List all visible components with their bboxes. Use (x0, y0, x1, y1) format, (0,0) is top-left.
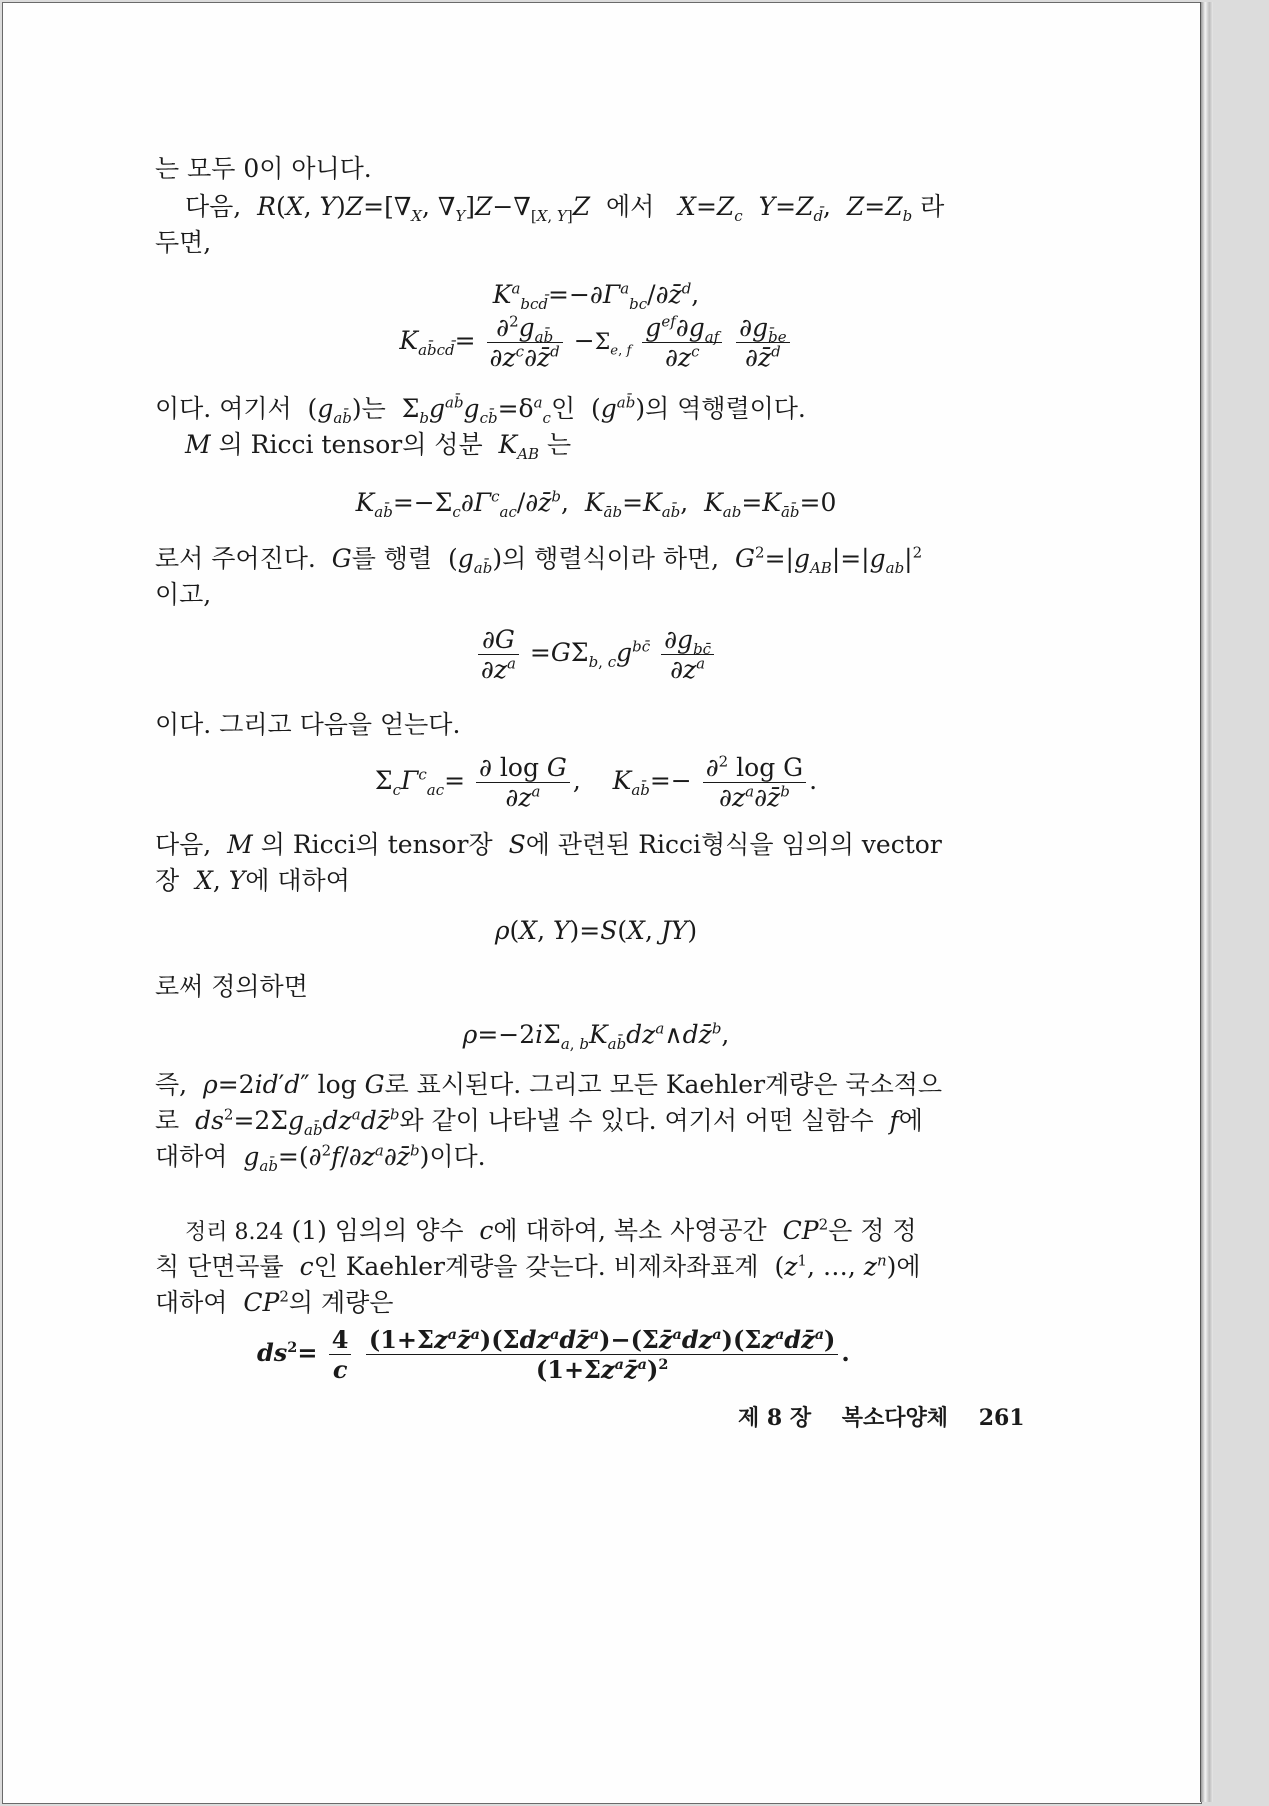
math-inline: G (331, 544, 352, 573)
text-line: 는 모두 0이 아니다. (155, 154, 372, 183)
text-line: 이다. 여기서 $(g_{ab̄})$는 $\Sigma_bg^{ab̄}g_{cb̄}=\delta^a_c$인 $(g^{ab̄})$의 역행렬이다. (155, 393, 806, 427)
math-inline: $CP^2$ (243, 1287, 289, 1317)
math-inline: $ds^2=2\Sigma g_{ab̄}dz^adz̄^b$ (195, 1105, 400, 1139)
math-inline: $(g^{ab̄})$ (583, 393, 646, 423)
text-line: 다음, R(X, $Y)Z=[\nabla_X$, $\nabla_Y]Z-\nabla_{[X, Y]}Z$ 에서 $X=Z_c$ $Y=Z_{d̄}$, $Z=Z_b$ 라 (185, 192, 945, 225)
text-line: 로서 주어진다. G를 행렬 $(g_{ab̄})$의 행렬식이라 하면, $G^2=|g_{AB}|=|g_{ab}|^2$ (155, 543, 923, 577)
text-line: 대하여 $CP^2$의 계량은 (155, 1287, 394, 1317)
equation-8: $ds^2=$ $\frac{4}{c}$ $\frac{(1+\Sigma z^az̄^a)(\Sigma dz^adz̄^a)-(\Sigma z̄^adz^a)(\Sigma z^adz̄^a)}{(1+\Sigma z^az̄^a)^2}$ . (257, 1325, 850, 1384)
text-line: 장 X, Y에 대하여 (155, 866, 350, 895)
math-inline: $\Sigma_bg^{ab̄}g_{cb̄}=\delta^a_c$ (393, 393, 551, 427)
equation-4: $\frac{\partial G}{\partial z^a}$ $=G\Sigma_{b, c}g^{bc̄}$ $\frac{\partial g_{bc̄}}{\partial z^a}$ (161, 625, 1031, 684)
math-inline: ρ=2id′d″ log G (203, 1070, 385, 1099)
math-inline: $G^2=|g_{AB}|=|g_{ab}|^2$ (735, 543, 923, 577)
equation-6: ρ(X, Y)=S(X, JY) (494, 916, 698, 945)
math-inline: S (508, 830, 526, 859)
page-number: 261 (978, 1405, 1025, 1431)
text-line: 로 $ds^2=2\Sigma g_{ab̄}dz^adz̄^b$와 같이 나타낼 수 있다. 여기서 어떤 실함수 f에 (155, 1105, 923, 1139)
math-inline: $(g_{ab̄})$ (299, 394, 362, 427)
text-line: 다음, M 의 Ricci의 tensor장 S에 관련된 Ricci형식을 임의의 vector (155, 830, 942, 859)
equation-2: $K_{ab̄cd̄}=$ $\frac{\partial^2g_{ab̄}}{\partial z^c\partial z̄^d}$ $-\Sigma_{e, f}$ $\frac{g^{ef}\partial g_{af}}{\partial z^c}$ $\frac{\partial g_{b̄e}}{\partial z̄^d}$ (161, 313, 1031, 372)
text-line: 두면, (155, 228, 212, 257)
text-line: 대하여 $g_{ab̄}=(\partial^2f/\partial z^a\partial z̄^b)$이다. (155, 1141, 486, 1175)
math-inline: c (299, 1252, 314, 1281)
math-inline: X, Y (195, 866, 246, 895)
theorem-line: 정리 8.24 (1) 임의의 양수 c에 대하여, 복소 사영공간 $CP^2$은 정 정 (185, 1215, 917, 1245)
text-line: 이고, (155, 580, 212, 609)
theorem-label: 정리 8.24 (185, 1220, 284, 1245)
math-inline: M (227, 830, 253, 859)
page-edge (1200, 2, 1213, 1802)
equation-5: $\Sigma_c\Gamma^c_{ac}=$ $\frac{\text{∂ log G}}{\partial z^a}$ , $K_{ab̄}=-$ $\frac{\partial^2 \log G}{\partial z^a\partial z̄^b}$ . (374, 752, 818, 812)
text-line: 즉, ρ=2id′d″ log G로 표시된다. 그리고 모든 Kaehler계량은 국소적으 (155, 1070, 943, 1099)
math-inline: $g_{ab̄}=(\partial^2f/\partial z^a\partial z̄^b)$ (243, 1141, 430, 1175)
math-inline: $K_{AB}$ (498, 430, 540, 463)
page-footer (738, 1401, 1025, 1432)
text-line: M 의 Ricci tensor의 성분 $K_{AB}$ 는 (185, 430, 572, 463)
math-inline: $(g_{ab̄})$ (440, 544, 503, 577)
text-line: 로써 정의하면 (155, 972, 308, 1001)
text-line: 칙 단면곡률 c인 Kaehler계량을 갖는다. 비제차좌표계 ($z^1$, …, $z^n$)에 (155, 1251, 921, 1281)
equation-7: $\rho=-2i\Sigma_{a, b}K_{ab̄}dz^a\wedge dz̄^b$, (462, 1019, 730, 1053)
footer-title: 복소다양체 (841, 1405, 949, 1431)
equation-1: $K^a_{bcd̄}=-\partial\Gamma^a_{bc}/\partial z̄^d$, (492, 279, 700, 313)
math-inline: $CP^2$ (782, 1215, 829, 1245)
footer-chapter: 제 8 장 (738, 1405, 812, 1431)
math-inline: f (889, 1106, 899, 1135)
math-inline: $X=Z_c$ $Y=Z_{d̄}$, $Z=Z_b$ (678, 192, 913, 225)
equation-3: $K_{ab̄}=-\Sigma_c\partial\Gamma^c_{ac}/\partial z̄^b$, $K_{āb}=K_{ab̄}$, $K_{ab}=K_{āb̄}=0$ (355, 487, 837, 521)
text-line: 이다. 그리고 다음을 얻는다. (155, 710, 461, 739)
book-page (2, 2, 1202, 1804)
math-inline: ($z^1$, …, $z^n$) (766, 1251, 897, 1281)
math-inline: R(X, $Y)Z=[\nabla_X$, $\nabla_Y]Z-\nabla_{[X, Y]}Z$ (257, 192, 591, 225)
math-inline: c (479, 1216, 494, 1245)
